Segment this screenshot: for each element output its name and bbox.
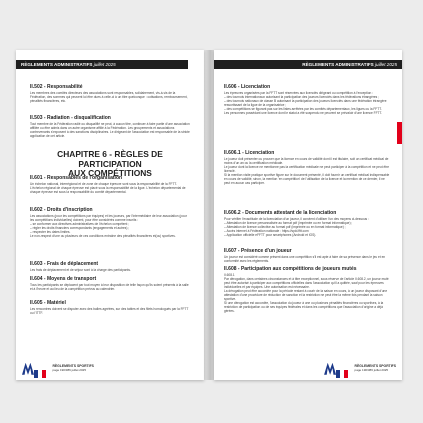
section-materiel	[30, 300, 190, 315]
section-body: Les associations (pour les compétitions par équipes) et les joueurs, par l'intermédiaire de leur association (pour les compétitions individuelles) doivent, pour être considérés comme inscrits : – se conformer aux directives administratives de l'échelon compétent ; – régler les droits financiers correspondants (engagements et autres) ; – respecter les dates limites. Le non-respect d'une ou plusieurs de ces conditions entraîne des pénalités financières et(ou) sportives.	[30, 214, 187, 238]
section-heading: II.601 - Responsables de l'organisation	[30, 175, 123, 181]
footer-title: RÈGLEMENTS SPORTIFS	[52, 364, 94, 369]
section-droits-inscription	[30, 207, 190, 238]
header-title: RÈGLEMENTS ADMINISTRATIFS	[21, 62, 93, 67]
section-body: Un joueur est considéré comme présent dans une compétition s'il est apte à faire de sa présence dans le jeu et en conformité avec les règlements.	[224, 255, 386, 263]
section-heading: II.503 - Radiation - disqualification	[30, 115, 111, 121]
page-header-band	[16, 60, 188, 69]
header-edition: juillet 2025	[93, 62, 116, 67]
footer-title: RÈGLEMENTS SPORTIFS	[354, 364, 396, 369]
section-heading: II.604 - Moyens de transport	[30, 276, 97, 282]
section-joueurs-mutes	[224, 266, 390, 313]
section-heading: II.606 - Licenciation	[224, 84, 271, 90]
section-radiation	[30, 115, 190, 138]
section-body: Tout membre de la Fédération radié ou disqualifié ne peut, à aucun titre, continuer à faire partie d'une association affiliée ou être admis dans un autre organisme affilié à la Fédération. Les groupements et associations contrevenants s'exposent à des sanctions disciplinaires. Le dirigeant de l'association est responsable de la stricte application de cet article.	[30, 122, 190, 138]
section-body: II.608.1 Par dérogation, dans certaines circonstances et à titre exceptionnel, sous réserve de l'article II.608.2, un joueur muté peut être autorisé à participer aux compétitions officielles dans l'association qu'il a quittée, sauf pour les épreuves individuelles et par équipes. Une autorisation est nécessaire. La dérogation peut être accordée pour la période restant à courir de la saison en cours, à un joueur disposant d'une attestation d'une procédure de réduction de sanction et la restriction ne peut être la même fois pendant la saison sportive. Si une dérogation est accordée, l'association du joueur à une ou plusieurs pénalités financières ou sportives, à la restriction de participation ou de ses équipes fédérales et dans les compétitions que l'association d'origine a déjà gérées.	[224, 273, 389, 313]
left-page	[16, 50, 204, 380]
section-body: Pour vérifier l'exactitude de la licenciation d'un joueur, il convient d'utiliser l'un des moyens ci-dessous : – Attestation de licence personnalisée au format pdf (imprimée ou en format informatique) ; – Attestation de licence collective au format pdf (imprimée ou en format informatique) ; – Accès internet à Fédération nationale : https://spid.fftt.com – Application officielle eFFTT pour smartphones (Android et IOS).	[224, 217, 369, 237]
footer-text	[52, 365, 93, 372]
footer-page: page 190/386 juillet 2025	[52, 367, 86, 372]
section-organisation	[30, 175, 190, 194]
section-licenciation	[224, 84, 390, 115]
section-heading: II.605 - Matériel	[30, 300, 66, 306]
section-body: Les membres des comités directeurs des associations sont responsables, solidairement, vis-à-vis de la Fédération, des sommes qui peuvent lui être dues à celle-ci à un titre quelconque : cotisations, remboursement, pénalités financières, etc.	[30, 91, 188, 103]
section-responsabilite	[30, 84, 190, 103]
page-footer	[22, 360, 94, 374]
fftt-logo-icon	[22, 363, 46, 375]
section-frais-deplacement	[30, 261, 190, 272]
fftt-logo-icon	[324, 363, 348, 375]
section-body: Un échelon national, interrégional et de zone de chaque épreuve sont sous la responsabilité de la FFTT. L'échelon régional de chaque épreuve est placé sous la responsabilité de la ligue. L'échelon départemental de chaque épreuve est sous la responsabilité du comité départemental.	[30, 182, 186, 194]
section-heading: II.606.1 - Licenciation	[224, 150, 275, 156]
section-body: Tous les participants se déplacent par tout moyen à leur disposition de telle façon qu'ils soient présents à la salle et à l'heure et au lieu de la compétition prévus au calendrier.	[30, 283, 189, 291]
page-footer	[324, 360, 396, 374]
section-moyens-transport	[30, 276, 190, 291]
section-body: Les rencontres doivent se disputer avec des balles agréées, sur des tables et des filets homologués par la FFTT ou l'ITTF.	[30, 307, 189, 315]
section-presence-joueur	[224, 248, 390, 263]
section-body: Les épreuves organisées par la FFTT sont réservées aux licenciés dirigeant ou compétition à l'exception : – des tournois internationaux autorisant la participation des joueurs licenciés dans les fédérations étrangères ; – des tournois nationaux de classe B autorisant la participation des joueurs licenciés dans une fédération étrangère ressortissant de la ligue de la organisatrice ; – des compétitions se figurant pas sur les listes arrêtées par les comités départementaux, les ligues ou la FFTT. Les personnes possédant une licence dont le statut a été suspendu ne peuvent se prévaloir d'une licence FFTT.	[224, 91, 387, 115]
footer-page: page 190/386 juillet 2025	[354, 367, 389, 372]
section-heading: II.608 - Participation aux compétitions de joueurs mutés	[224, 266, 357, 272]
section-body: Le joueur doit présenter ou prouver que la licence en cours de validité dont il est titulaire, soit un certificat médical de moins d'un an ou la certification médicale. Le joueur dont la licence ne mentionne pas la certification médicale ne peut participer à la compétition et ne peut être licencié. Si la mention visite pratique sportive figure sur le document présenté, il doit fournir un certificat médical indispensable en cours de validité, sinon, la mention 'en compétition' de l'utilisation de la licence et la mention de ce dernier, il ne peut en aucun cas participer.	[224, 157, 390, 185]
section-heading: II.603 - Frais de déplacement	[30, 261, 99, 267]
right-page	[214, 50, 402, 380]
section-body: Les frais de déplacement et de séjour sont à la charge des participants.	[30, 268, 131, 272]
section-documents-licenciation	[224, 210, 390, 237]
section-heading: II.602 - Droits d'inscription	[30, 207, 93, 213]
section-heading: II.607 - Présence d'un joueur	[224, 248, 292, 254]
section-licenciation-1	[224, 150, 390, 185]
footer-text	[355, 365, 396, 372]
section-heading: II.502 - Responsabilité	[30, 84, 83, 90]
chapter-title-line2: AUX COMPÉTITIONS	[68, 168, 152, 178]
section-heading: II.606.2 - Documents attestant de la licenciation	[224, 210, 337, 216]
header-title: RÈGLEMENTS ADMINISTRATIFS	[302, 62, 374, 67]
header-edition: juillet 2025	[375, 62, 397, 67]
chapter-tab-marker	[397, 122, 402, 144]
chapter-title-line1: CHAPITRE 6 - RÈGLES DE PARTICIPATION	[57, 149, 163, 169]
page-header-band	[214, 60, 402, 69]
